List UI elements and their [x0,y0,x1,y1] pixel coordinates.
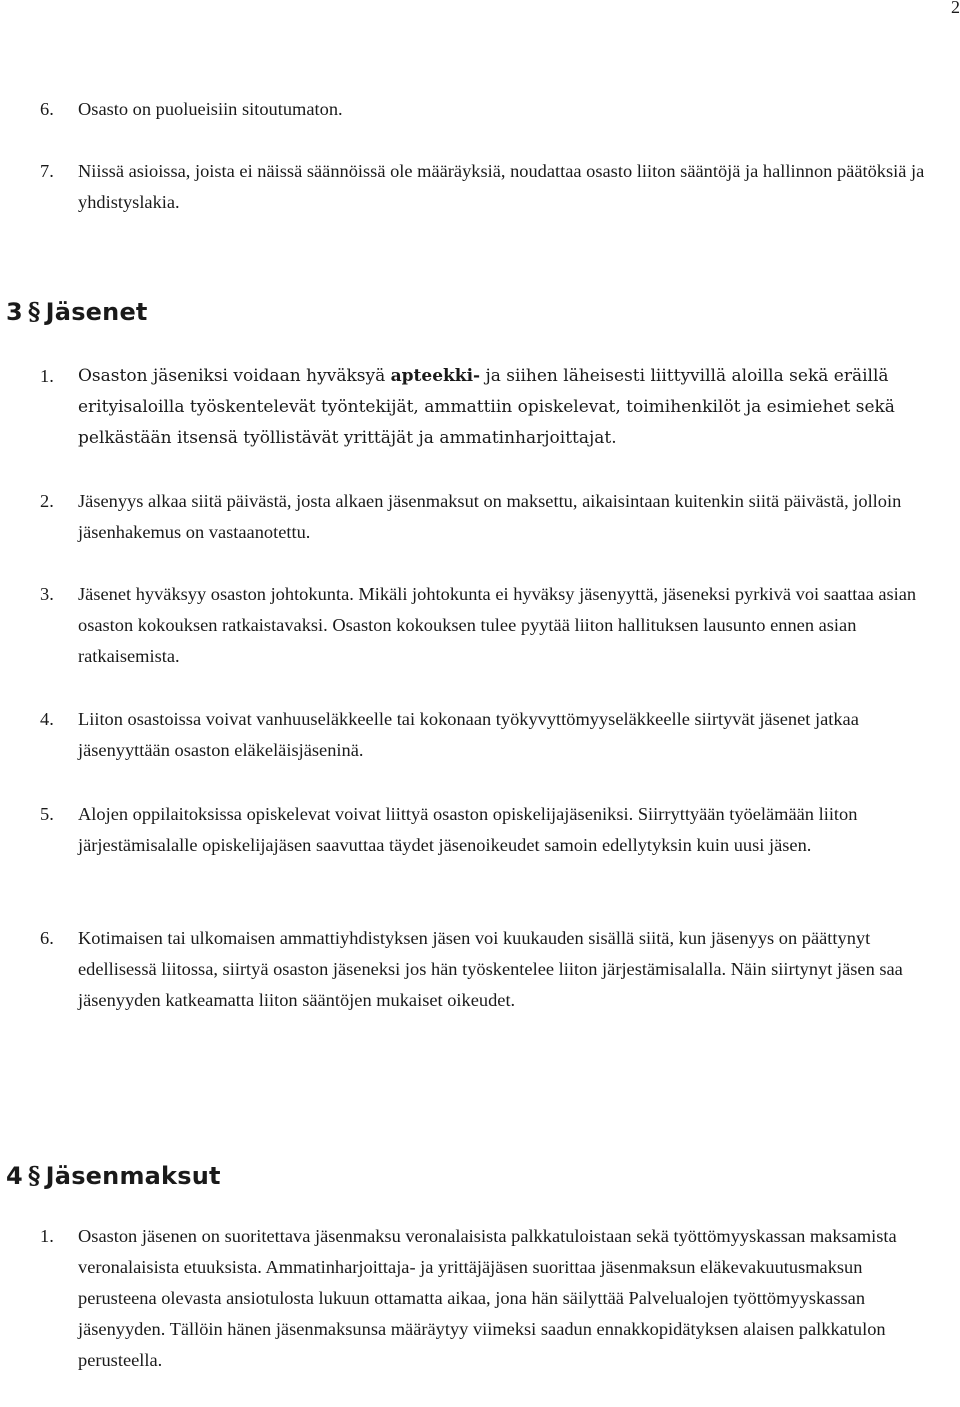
item-number: 4. [40,709,54,729]
item-text: Niissä asioissa, joista ei näissä säännöissä ole määräyksiä, noudattaa osasto liiton sääntöjä ja hallinnon päätöksiä ja yhdistyslakia. [78,161,925,212]
item-number: 1. [40,1226,54,1246]
section-number: 3 [6,298,23,326]
item-text: Jäsenet hyväksyy osaston johtokunta. Mikäli johtokunta ei hyväksy jäsenyyttä, jäseneksi pyrkivä voi saattaa asian osaston kokouksen ratkaistavaksi. Osaston kokouksen tulee pyytää liiton hallituksen lausunto ennen asian ratkaisemista. [78,584,917,666]
item-number: 2. [40,491,54,511]
section-title: Jäsenmaksut [45,1162,221,1190]
section-symbol: § [27,1161,41,1190]
list-item [40,156,940,218]
page-number: 2 [951,0,960,17]
item-number: 5. [40,804,54,824]
item-text: Alojen oppilaitoksissa opiskelevat voivat liittyä osaston opiskelijajäseniksi. Siirryttyään työelämään liiton järjestämisalalle opiskelijajäsen saavuttaa täydet jäsenoikeudet samoin edellytyksin kuin uusi jäsen. [78,804,858,855]
item-text: Osasto on puolueisiin sitoutumaton. [78,99,343,119]
list-item [40,486,940,548]
item-text [78,361,940,454]
list-item [40,799,940,861]
list-item [40,704,940,766]
item-text-bold: apteekki- [390,366,481,386]
section-number: 4 [6,1162,23,1190]
item-text: Osaston jäsenen on suoritettava jäsenmaksu veronalaisista palkkatuloistaan sekä työttömyyskassan maksamista veronalaisista etuuksista. Ammatinharjoittaja- ja yrittäjäjäsen suorittaa jäsenmaksun eläkevakuutusmaksun perusteena olevasta ansiotulosta lukuun ottamatta aikaa, jona hän säilyttää Palvelualojen työttömyyskassan jäsenyyden. Tällöin hänen jäsenmaksunsa määräytyy viimeksi saadun ennakkopidätyksen alaisen palkkatulon perusteella. [78,1226,897,1370]
item-number: 3. [40,584,54,604]
list-item [40,94,940,125]
list-item [40,1221,940,1376]
item-number: 6. [40,928,54,948]
item-text: Kotimaisen tai ulkomaisen ammattiyhdistyksen jäsen voi kuukauden sisällä siitä, kun jäsenyys on päättynyt edellisessä liitossa, siirtyä osaston jäseneksi jos hän työskentelee liiton järjestämisalalla. Näin siirtynyt jäsen saa jäsenyyden katkeamatta liiton sääntöjen mukaiset oikeudet. [78,928,903,1010]
list-item [40,579,940,672]
item-number: 6. [40,99,54,119]
list-item [40,923,940,1016]
section-heading [6,297,148,327]
list-item [40,361,940,454]
item-number: 1. [40,366,54,386]
section-title: Jäsenet [45,298,148,326]
section-symbol: § [27,297,41,326]
item-text-part: Osaston jäseniksi voidaan hyväksyä [78,366,391,386]
item-text: Jäsenyys alkaa siitä päivästä, josta alkaen jäsenmaksut on maksettu, aikaisintaan kuitenkin siitä päivästä, jolloin jäsenhakemus on vastaanotettu. [78,491,902,542]
item-text: Liiton osastoissa voivat vanhuuseläkkeelle tai kokonaan työkyvyttömyyseläkkeelle siirtyvät jäsenet jatkaa jäsenyyttään osaston eläkeläisjäseninä. [78,709,859,760]
item-number: 7. [40,161,54,181]
item-text-part: ja siihen läheisesti liittyvillä aloilla sekä eräillä erityisaloilla työskentelevät työntekijät, ammattiin opiskelevat, toimihenkilöt ja esimiehet sekä pelkästään itsensä työllistävät yrittäjät ja ammatinharjoittajat. [78,366,895,448]
section-heading [6,1161,221,1191]
